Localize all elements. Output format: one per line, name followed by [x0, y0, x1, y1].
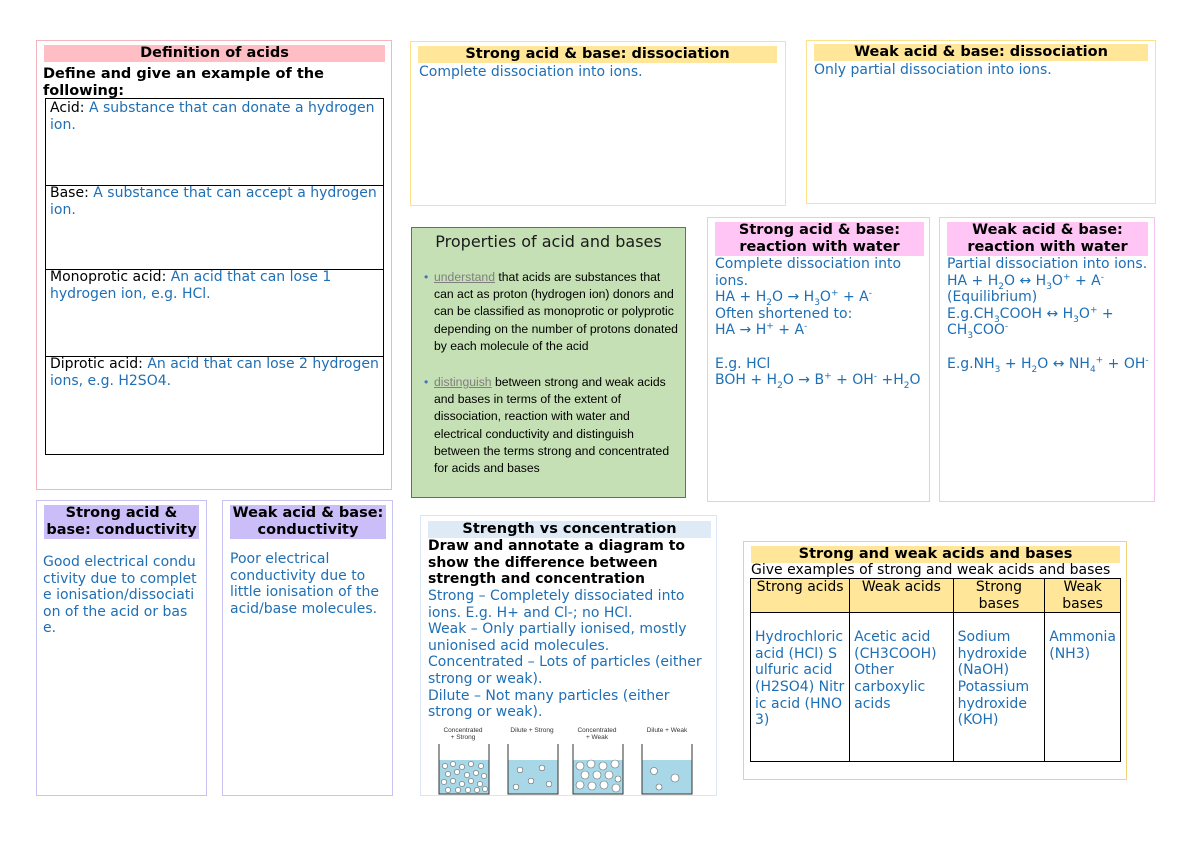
weak-water-line-2: (Equilibrium)	[947, 289, 1038, 306]
strong-water-line-3: E.g. HCl	[715, 355, 771, 372]
strong-dissociation-text: Complete dissociation into ions.	[419, 64, 643, 80]
properties-keyword-understand: understand	[434, 270, 495, 284]
beaker-dilute-weak	[642, 744, 692, 794]
diprotic-term: Diprotic acid:	[50, 356, 143, 372]
weak-conductivity-panel	[222, 500, 393, 796]
weak-water-equation-1: HA + $H_2O$ ↔ $H_3O^+ + A^-$	[947, 271, 1104, 292]
weak-conductivity-title: Weak acid & base: conductivity	[230, 505, 386, 539]
header-weak-acids: Weak acids	[850, 579, 953, 613]
examples-title: Strong and weak acids and bases	[751, 546, 1120, 563]
header-strong-acids: Strong acids	[751, 579, 850, 613]
strong-conductivity-panel	[36, 500, 207, 796]
weak-conductivity-text: Poor electrical conductivity due to little ionisation of the acid/base molecules.	[230, 551, 379, 617]
strength-note-weak: Weak – Only partially ionised, mostly unionised acid molecules.	[428, 621, 687, 654]
beaker-3-label: Concentrated	[577, 727, 617, 734]
definition-title: Definition of acids	[44, 45, 385, 62]
bullet-dot-icon: •	[424, 270, 429, 284]
examples-panel	[743, 541, 1127, 780]
strength-panel	[420, 515, 717, 796]
properties-keyword-distinguish: distinguish	[434, 375, 492, 389]
strong-water-equation-3: BOH + $H_2O \to B^+ + OH^- +H_2O$	[715, 371, 921, 391]
properties-bullet-2	[424, 374, 678, 477]
examples-table	[750, 578, 1121, 762]
strength-note-dilute: Dilute – Not many particles (either strong or weak).	[428, 687, 670, 721]
strong-water-title	[715, 222, 924, 256]
definition-table	[45, 98, 384, 455]
strong-water-equation-1: HA + $H_2O \to H_3O^+ + A^-$	[715, 288, 872, 308]
weak-dissociation-text: Only partial dissociation into ions.	[814, 62, 1052, 78]
strength-note-concentrated: Concentrated – Lots of particles (either strong or weak).	[428, 654, 702, 687]
weak-water-equation-2: $E.g.CH_3COOH$ ↔ $H_3O^+ + CH_3COO^-$	[947, 305, 1114, 342]
beaker-4-label: Dilute + Weak	[646, 727, 688, 734]
strong-water-title-2: reaction with water	[739, 239, 900, 255]
header-weak-bases: Weak bases	[1045, 579, 1121, 613]
acid-term: Acid:	[50, 100, 85, 116]
cell-weak-acids: Acetic acid (CH3COOH) Other carboxylic acids	[850, 613, 953, 762]
properties-bullet-2-text: between strong and weak acids and bases in terms of the extent of dissociation, reaction with water and electrical conductivity and distinguish between the terms strong and concentrated for acids and bases	[434, 375, 670, 476]
strong-water-line-2: Often shortened to:	[715, 305, 853, 322]
definition-instruction: Define and give an example of the following:	[43, 66, 324, 99]
definition-row-monoprotic	[46, 268, 383, 357]
weak-water-equation-3: $E.g.NH_3 + H_2O$ ↔ $NH_4^+ + OH^-$	[947, 354, 1149, 375]
strength-note-strong: Strong – Completely dissociated into ions. E.g. H+ and Cl-; no HCl.	[428, 588, 685, 621]
weak-water-title-2: reaction with water	[967, 239, 1128, 255]
strong-dissociation-title: Strong acid & base: dissociation	[418, 46, 777, 63]
beaker-1-label: Concentrated	[443, 727, 483, 734]
weak-dissociation-title: Weak acid & base: dissociation	[814, 44, 1148, 61]
strong-conductivity-title: Strong acid & base: conductivity	[44, 505, 199, 539]
weak-water-title-1: Weak acid & base:	[972, 222, 1123, 238]
weak-water-title	[947, 222, 1148, 256]
beaker-diagram	[427, 724, 714, 796]
weak-dissociation-panel	[806, 40, 1156, 204]
diprotic-answer: An acid that can lose 2 hydrogen ions, e.g. H2SO4.	[50, 356, 379, 389]
beaker-3-label-2: + Weak	[585, 734, 609, 741]
definition-row-acid	[46, 99, 383, 186]
bullet-dot-icon: •	[424, 375, 429, 389]
beaker-1-label-2: + Strong	[450, 734, 476, 741]
strong-water-panel	[707, 217, 930, 502]
strong-conductivity-text: Good electrical conductivity due to complete ionisation/dissociation of the acid or base.	[43, 554, 197, 637]
definition-panel	[36, 40, 392, 490]
weak-water-panel	[939, 217, 1155, 502]
definition-row-diprotic	[46, 355, 383, 453]
properties-panel	[411, 227, 686, 498]
monoprotic-answer: An acid that can lose 1 hydrogen ion, e.g. HCl.	[50, 269, 332, 302]
strong-water-equation-2: HA → H+ + A-	[715, 321, 808, 339]
weak-water-line-1: Partial dissociation into ions.	[947, 256, 1148, 272]
cell-strong-acids: Hydrochloric acid (HCl) Sulfuric acid (H2SO4) Nitric acid (HNO3)	[751, 613, 850, 762]
strength-title: Strength vs concentration	[428, 521, 711, 538]
header-strong-bases: Strong bases	[953, 579, 1045, 613]
strong-water-line-1: Complete dissociation into ions.	[715, 256, 902, 289]
cell-strong-bases: Sodium hydroxide (NaOH) Potassium hydroxide (KOH)	[953, 613, 1045, 762]
properties-title: Properties of acid and bases	[435, 232, 662, 251]
definition-row-base	[46, 184, 383, 270]
strength-instruction: Draw and annotate a diagram to show the difference between strength and concentration	[428, 538, 686, 588]
cell-weak-bases: Ammonia (NH3)	[1045, 613, 1121, 762]
properties-bullet-1	[424, 269, 678, 355]
strength-notes	[428, 588, 713, 721]
acid-answer: A substance that can donate a hydrogen ion.	[50, 100, 375, 133]
base-answer: A substance that can accept a hydrogen ion.	[50, 185, 377, 218]
weak-water-body	[947, 256, 1149, 375]
examples-instruction: Give examples of strong and weak acids and bases	[751, 562, 1111, 578]
strong-water-title-1: Strong acid & base:	[738, 222, 901, 238]
strong-water-body	[715, 256, 925, 389]
monoprotic-term: Monoprotic acid:	[50, 269, 167, 285]
strong-dissociation-panel	[410, 41, 786, 206]
base-term: Base:	[50, 185, 89, 201]
beaker-2-label: Dilute + Strong	[510, 727, 554, 734]
properties-bullet-1-text: that acids are substances that can act as proton (hydrogen ion) donors and can be classified as monoprotic or polyprotic depending on the number of protons donated by each molecule of the acid	[434, 270, 678, 353]
